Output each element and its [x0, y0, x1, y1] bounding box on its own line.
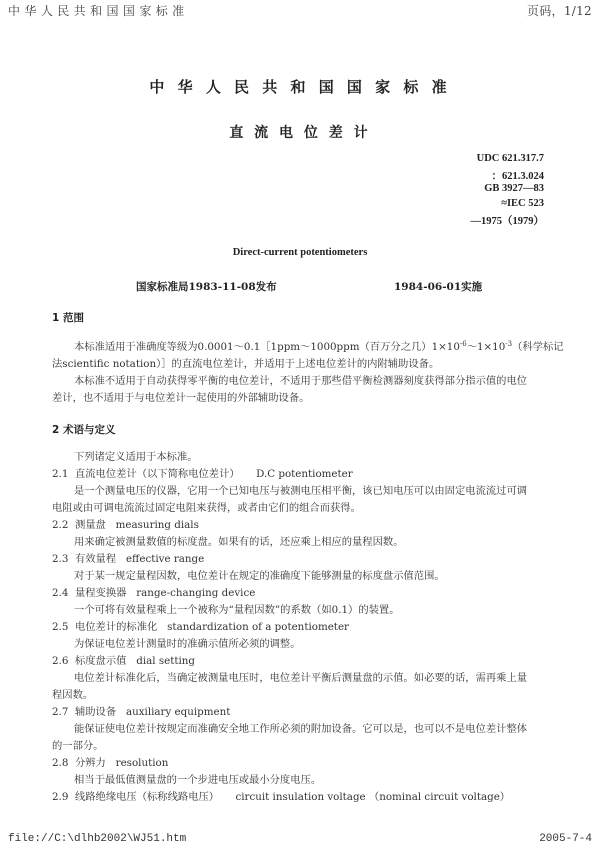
term-definition: 程因数。 [52, 689, 94, 701]
exclusion-paragraph-line: 本标准不适用于自动获得零平衡的电位差计，不适用于那些借平衡检测器刻度获得部分指示值的电位 [74, 375, 528, 387]
term-definition: 电位差计标准化后，当确定被测量电压时，电位差计平衡后测量盘的示值。如必要的话，需再乘上量 [74, 672, 528, 684]
iec-equivalent: ≈IEC 523 [501, 198, 544, 209]
term-definition: 相当于最低值测量盘的一个步进电压或最小分度电压。 [74, 774, 322, 786]
term-definition: 一个可将有效量程乘上一个被称为“量程因数”的系数（如0.1）的装置。 [74, 604, 400, 616]
term-definition: 的一部分。 [52, 740, 104, 752]
term-definition: 为保证电位差计测量时的准确示值所必须的调整。 [74, 638, 301, 650]
term-heading: 2.1 直流电位差计（以下简称电位差计） D.C potentiometer [52, 468, 353, 480]
udc-line: UDC 621.317.7 [476, 153, 544, 164]
term-heading: 2.6 标度盘示值 dial setting [52, 655, 196, 667]
page-header-title: 中 华 人 民 共 和 国 国 家 标 准 [8, 4, 185, 18]
issued-date: 国家标准局1983-11-08发布 [136, 281, 277, 293]
term-heading: 2.8 分辨力 resolution [52, 757, 169, 769]
term-heading: 2.9 线路绝缘电压（标称线路电压） circuit insulation voltage （nominal circuit voltage） [52, 791, 511, 803]
udc-line: ：621.3.024 [491, 171, 544, 182]
gb-number: GB 3927—83 [484, 183, 544, 194]
term-heading: 2.3 有效量程 effective range [52, 553, 205, 565]
section-1-heading: 1 范围 [52, 312, 84, 324]
term-heading: 2.4 量程变换器 range-changing device [52, 587, 256, 599]
effective-date: 1984-06-01实施 [394, 281, 483, 293]
term-heading: 2.5 电位差计的标准化 standardization of a potentiometer [52, 621, 349, 633]
page-number: 页码，1/12 [526, 4, 592, 18]
file-path: file://C:\dlhb2002\WJ51.htm [8, 833, 187, 845]
term-definition: 能保证使电位差计按规定而准确安全地工作所必须的附加设备。它可以是，也可以不是电位差计整体 [74, 723, 528, 735]
term-heading: 2.2 测量盘 measuring dials [52, 519, 199, 531]
english-title: Direct-current potentiometers [232, 247, 368, 258]
document-subtitle: 直 流 电 位 差 计 [229, 125, 371, 141]
term-heading: 2.7 辅助设备 auxiliary equipment [52, 706, 231, 718]
print-date: 2005-7-4 [539, 833, 592, 845]
scope-paragraph-line: 法scientific notation）］的直流电位差计，并适用于上述电位差计的内附辅助设备。 [52, 358, 440, 370]
exclusion-paragraph-line: 差计，也不适用于与电位差计一起使用的外部辅助设备。 [52, 392, 310, 404]
document-title: 中 华 人 民 共 和 国 国 家 标 准 [149, 78, 451, 96]
section-2-heading: 2 术语与定义 [52, 424, 116, 436]
definitions-intro: 下列诸定义适用于本标准。 [74, 451, 198, 463]
term-definition: 是一个测量电压的仪器，它用一个已知电压与被测电压相平衡，该已知电压可以由固定电流流过可调 [74, 485, 528, 497]
scope-paragraph-line: 本标准适用于准确度等级为0.0001～0.1［1ppm～1000ppm（百万分之几）$1\times 10^{-6}\sim 1\times 10^{-3}$（科学标记 [74, 340, 564, 353]
term-definition: 电阻或由可调电流流过固定电阻来获得，或者由它们的组合而获得。 [52, 502, 361, 514]
iec-year: —1975（1979） [470, 216, 544, 227]
term-definition: 用来确定被测量数值的标度盘。如果有的话，还应乘上相应的量程因数。 [74, 536, 404, 548]
term-definition: 对于某一规定量程因数，电位差计在规定的准确度下能够测量的标度盘示值范围。 [74, 570, 445, 582]
